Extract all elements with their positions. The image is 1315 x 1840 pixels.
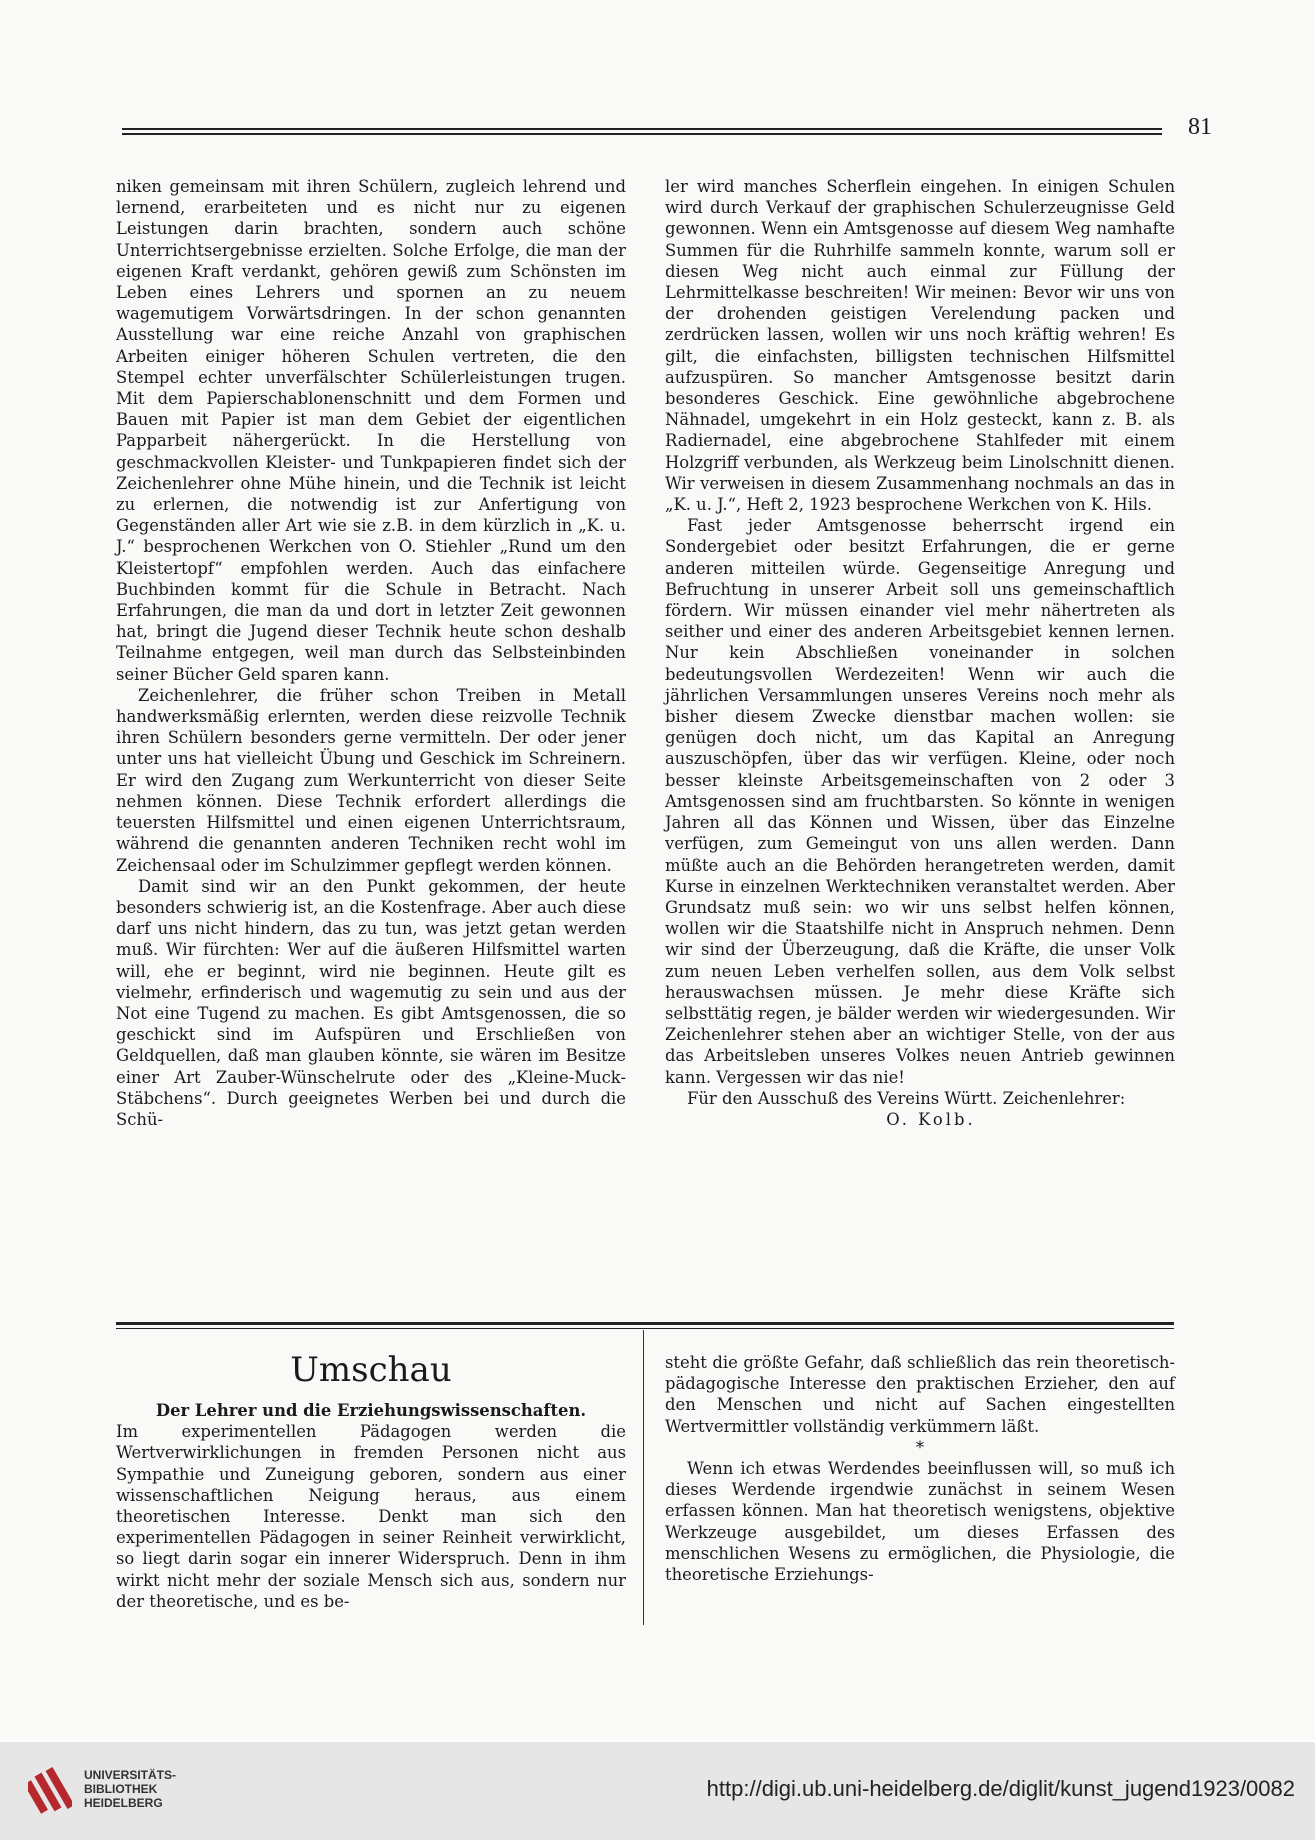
column-separator	[643, 1330, 644, 1625]
signature-line: Für den Ausschuß des Vereins Württ. Zeichenlehrer:	[687, 1088, 1126, 1108]
umschau-right-column	[665, 1352, 1175, 1585]
section-separator: *	[915, 1437, 925, 1457]
paragraph: Damit sind wir an den Punkt gekommen, der heute besonders schwierig ist, an die Kostenfrage. Aber auch diese darf uns nicht hindern, das zu tun, was jetzt getan werden muß. Wir fürchten: Wer auf die äußeren Hilfsmittel warten will, ehe er beginnt, wird nie beginnen. Heute gilt es vielmehr, erfinderisch und wagemutig zu sein und aus der Not eine Tugend zu machen. Es gibt Amtsgenossen, die so geschickt sind im Aufspüren und Erschließen von Geldquellen, daß man glauben könnte, sie wären im Besitze einer Art Zauber-Wünschelrute oder des „Kleine-Muck-Stäbchens“. Durch geeignetes Werben bei und durch die Schü-	[116, 876, 626, 1129]
signature	[665, 1088, 1175, 1130]
paragraph: steht die größte Gefahr, daß schließlich das rein theoretisch-pädagogische Interesse den praktischen Erzieher, den auf den Menschen und nicht auf Sachen eingestellten Wertvermittler vollständig verkümmern läßt.	[665, 1353, 1175, 1436]
article-right-column	[665, 176, 1175, 1130]
section-rule-thin	[116, 1328, 1174, 1329]
library-name	[84, 1768, 176, 1810]
paragraph: Zeichenlehrer, die früher schon Treiben in Metall handwerksmäßig erlernten, werden diese reizvolle Technik ihren Schülern besonders gerne vermitteln. Der oder jener unter uns hat vielleicht Übung und Geschick im Schreinern. Er wird den Zugang zum Werkunterricht von dieser Seite nehmen können. Diese Technik erfordert allerdings die teuersten Hilfsmittel und einen eigenen Unterrichtsraum, während die genannten anderen Techniken recht wohl im Zeichensaal oder im Schulzimmer gepflegt werden können.	[116, 685, 626, 875]
library-logo-icon	[28, 1760, 72, 1816]
footer-bar	[0, 1742, 1315, 1840]
page-number: 81	[1188, 114, 1212, 140]
signature-name: O. Kolb.	[886, 1109, 976, 1129]
umschau-left-column	[116, 1400, 626, 1612]
paragraph: Fast jeder Amtsgenosse beherrscht irgend ein Sondergebiet oder besitzt Erfahrungen, die er gerne anderen mitteilen würde. Gegenseitige Anregung und Befruchtung in unserer Arbeit soll uns gemeinschaftlich fördern. Wir müssen einander viel mehr nähertreten als seither und einer des anderen Arbeitsgebiet kennen lernen. Nur kein Abschließen voneinander in solchen bedeutungsvollen Werdezeiten! Wenn wir auch die jährlichen Versammlungen unseres Vereins noch mehr als bisher diesem Zwecke dienstbar machen wollen: sie genügen doch nicht, um das Kapital an Anregung auszuschöpfen, über das wir verfügen. Kleine, oder noch besser kleinste Arbeitsgemeinschaften von 2 oder 3 Amtsgenossen sind am fruchtbarsten. So könnte in wenigen Jahren all das Können und Wissen, über das Einzelne verfügen, zum Gemeingut von uns allen werden. Dann müßte auch an die Behörden herangetreten werden, damit Kurse in einzelnen Werktechniken veranstaltet werden. Aber Grundsatz muß sein: wo wir uns selbst helfen können, wollen wir die Staatshilfe nicht in Anspruch nehmen. Denn wir sind der Überzeugung, daß die Kräfte, die unser Volk zum neuen Leben verhelfen sollen, aus dem Volk selbst herauswachsen müssen. Je mehr diese Kräfte sich selbsttätig regen, je bälder werden wir wiedergesunden. Wir Zeichenlehrer stehen aber an wichtiger Stelle, von der aus das Arbeitsleben unseres Volkes neuen Antrieb gewinnen kann. Vergessen wir das nie!	[665, 516, 1175, 1087]
paragraph: ler wird manches Scherflein eingehen. In einigen Schulen wird durch Verkauf der graphischen Schulerzeugnisse Geld gewonnen. Wenn ein Amtsgenosse auf diesem Weg namhafte Summen für die Ruhrhilfe sammeln konnte, warum soll er diesen Weg nicht auch einmal zur Füllung der Lehrmittelkasse beschreiten! Wir meinen: Bevor wir uns von der drohenden geistigen Verelendung packen und zerdrücken lassen, wollen wir uns noch kräftig wehren! Es gilt, die einfachsten, billigsten technischen Hilfsmittel aufzuspüren. So mancher Amtsgenosse besitzt darin besonderes Geschick. Eine gewöhnliche abgebrochene Nähnadel, umgekehrt in ein Holz gesteckt, kann z. B. als Radiernadel, eine abgebrochene Stahlfeder mit einem Holzgriff verbunden, als Werkzeug beim Linolschnitt dienen. Wir verweisen in diesem Zusammenhang nochmals an das in „K. u. J.“, Heft 2, 1923 besprochene Werkchen von K. Hils.	[665, 177, 1175, 515]
library-name-line: HEIDELBERG	[84, 1796, 163, 1810]
library-name-line: BIBLIOTHEK	[84, 1782, 158, 1796]
subheading: Der Lehrer und die Erziehungswissenschaften.	[155, 1401, 587, 1420]
library-name-line: UNIVERSITÄTS-	[84, 1768, 177, 1782]
section-rule	[116, 1322, 1174, 1325]
header-rule	[122, 128, 1162, 130]
document-url[interactable]: http://digi.ub.uni-heidelberg.de/diglit/kunst_jugend1923/0082	[706, 1776, 1295, 1801]
paragraph: niken gemeinsam mit ihren Schülern, zugleich lehrend und lernend, erarbeiteten und es nicht nur zu eigenen Leistungen darin brachten, sondern auch schöne Unterrichtsergebnisse erzielten. Solche Erfolge, die man der eigenen Kraft verdankt, gehören gewiß zum Schönsten im Leben eines Lehrers und spornen an zu neuem wagemutigem Vorwärtsdringen. In der schon genannten Ausstellung war eine reiche Anzahl von graphischen Arbeiten einiger höheren Schulen vertreten, die den Stempel echter unverfälschter Schülerleistungen trugen. Mit dem Papierschablonenschnitt und dem Formen und Bauen mit Papier ist man dem Gebiet der eigentlichen Papparbeit nähergerückt. In die Herstellung von geschmackvollen Kleister- und Tunkpapieren findet sich der Zeichenlehrer ohne Mühe hinein, und die Technik ist leicht zu erlernen, die notwendig ist zur Anfertigung von Gegenständen aller Art wie sie z.B. in dem kürzlich in „K. u. J.“ besprochenen Werkchen von O. Stiehler „Rund um den Kleistertopf“ empfohlen werden. Auch das einfachere Buchbinden kommt für die Schule in Betracht. Nach Erfahrungen, die man da und dort in letzter Zeit gewonnen hat, bringt die Jugend dieser Technik heute schon deshalb Teilnahme entgegen, weil man durch das Selbsteinbinden seiner Bücher Geld sparen kann.	[116, 177, 626, 684]
section-title: Umschau	[290, 1350, 452, 1390]
paragraph: Wenn ich etwas Werdendes beeinflussen will, so muß ich dieses Werdende irgendwie zunächst in seinem Wesen erfassen können. Man hat theoretisch wenigstens, objektive Werkzeuge ausgebildet, um dieses Erfassen des menschlichen Wesens zu ermöglichen, die Physiologie, die theoretische Erziehungs-	[665, 1459, 1175, 1585]
paragraph: Im experimentellen Pädagogen werden die Wertverwirklichungen in fremden Personen nicht aus Sympathie und Zuneigung geboren, sondern aus einer wissenschaftlichen Neigung heraus, aus einem theoretischen Interesse. Denkt man sich den experimentellen Pädagogen in seiner Reinheit verwirklicht, so liegt darin sogar ein innerer Widerspruch. Denn in ihm wirkt nicht mehr der soziale Mensch sich aus, sondern nur der theoretische, und es be-	[116, 1422, 626, 1611]
article-left-column	[116, 176, 626, 1130]
header-rule-thin	[122, 133, 1162, 135]
